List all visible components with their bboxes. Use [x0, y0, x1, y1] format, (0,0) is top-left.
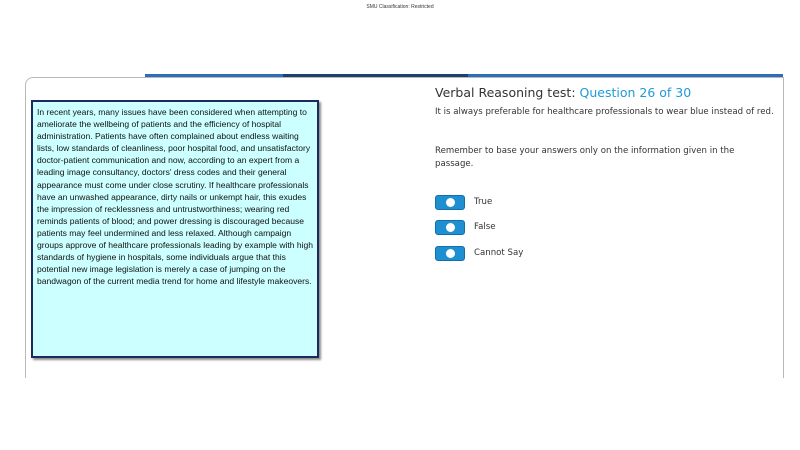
option-label-cannot-say: Cannot Say	[474, 248, 524, 258]
radio-dot-icon	[446, 223, 455, 232]
test-header	[435, 85, 691, 100]
radio-button-cannot-say[interactable]	[435, 246, 465, 261]
radio-button-true[interactable]	[435, 195, 465, 210]
test-title: Verbal Reasoning test:	[435, 85, 576, 100]
instruction-text: Remember to base your answers only on the information given in the passage.	[435, 146, 735, 169]
question-statement: It is always preferable for healthcare professionals to wear blue instead of red.	[435, 107, 774, 117]
question-counter: Question 26 of 30	[579, 85, 692, 100]
option-false[interactable]	[435, 219, 496, 235]
header-bar-accent	[283, 74, 468, 77]
option-cannot-say[interactable]	[435, 245, 523, 261]
classification-label: SMU Classification: Restricted	[366, 4, 434, 10]
option-true[interactable]	[435, 194, 492, 210]
option-label-true: True	[474, 197, 493, 207]
option-label-false: False	[474, 222, 496, 232]
reading-passage: In recent years, many issues have been considered when attempting to ameliorate the wellbeing of patients and the efficiency of hospital administration. Patients have often complained about endless waiting lists, low standards of cleanliness, poor hospital food, and unsatisfactory doctor-patient communication and now, according to an expert from a leading image consultancy, doctors' dress codes and their general appearance must come under close scrutiny. If healthcare professionals have an unwashed appearance, dirty nails or unkempt hair, this exudes the impression of recklessness and untrustworthiness; wearing red reminds patients of blood; and power dressing is discouraged because patients may feel undermined and less relaxed. Although campaign groups approve of healthcare professionals leading by example with high standards of hygiene in hospitals, some individuals argue that this potential new image legislation is merely a case of jumping on the bandwagon of the current media trend for home and lifestyle makeovers.	[31, 100, 319, 358]
radio-button-false[interactable]	[435, 220, 465, 235]
radio-dot-icon	[446, 249, 455, 258]
radio-dot-icon	[446, 198, 455, 207]
